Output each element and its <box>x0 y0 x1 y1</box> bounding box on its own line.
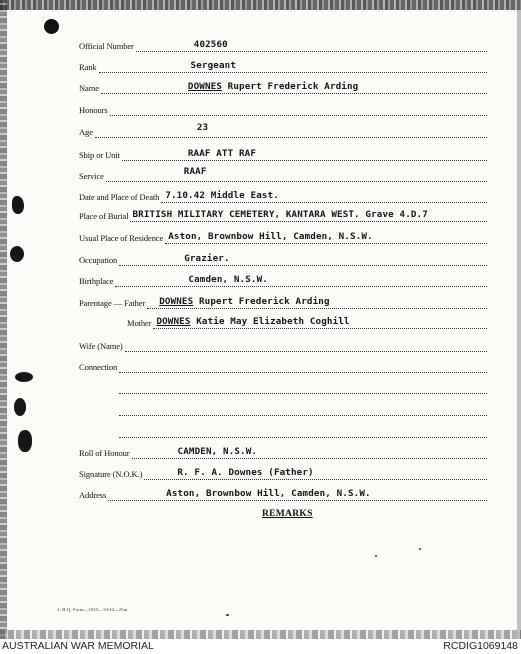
field-official-number <box>79 36 487 52</box>
field-connection <box>79 357 487 373</box>
surname: DOWNES <box>187 81 222 92</box>
field-label: Usual Place of Residence <box>79 233 164 243</box>
field-wife-name <box>79 336 487 352</box>
speck <box>375 555 377 557</box>
binder-mark <box>18 430 32 452</box>
scan-edge-right <box>517 0 521 640</box>
field-value: Aston, Brownbow Hill, Camden, N.S.W. <box>168 231 373 242</box>
field-value: RAAF ATT RAF <box>187 148 257 159</box>
field-value: BRITISH MILITARY CEMETERY, KANTARA WEST. Grave 4.D.7 <box>132 209 428 220</box>
speck <box>226 614 229 616</box>
scan-edge-bottom <box>0 630 521 639</box>
field-age <box>79 122 487 138</box>
given-names: Rupert Frederick Arding <box>222 81 359 92</box>
footer-bar <box>0 639 521 654</box>
surname: DOWNES <box>156 316 191 327</box>
field-label: Honours <box>79 105 108 115</box>
field-occupation <box>79 250 487 266</box>
field-label: Roll of Honour <box>79 448 130 458</box>
field-label: Service <box>79 171 104 181</box>
binder-mark <box>10 246 24 262</box>
speck <box>419 548 421 550</box>
field-value: Camden, N.S.W. <box>188 274 268 285</box>
field-label: Rank <box>79 62 97 72</box>
binder-mark <box>12 196 24 214</box>
field-address <box>79 485 487 501</box>
footer-credit: AUSTRALIAN WAR MEMORIAL <box>2 640 154 652</box>
field-label: Ship or Unit <box>79 150 120 160</box>
binder-mark <box>15 372 33 382</box>
field-value: 23 <box>196 122 209 133</box>
punch-hole <box>44 19 59 34</box>
field-label: Age <box>79 127 93 137</box>
field-label: Address <box>79 490 107 500</box>
field-name <box>79 78 487 94</box>
field-rank <box>79 57 487 73</box>
field-label: Place of Burial <box>79 211 129 221</box>
binder-mark <box>14 398 26 416</box>
remarks-heading: REMARKS <box>262 509 313 519</box>
field-value: 7.10.42 Middle East. <box>165 190 279 201</box>
field-mother <box>127 313 487 329</box>
field-label: Parentage — Father <box>79 298 146 308</box>
field-value: Grazier. <box>184 253 230 264</box>
field-label: Occupation <box>79 255 118 265</box>
given-names: Katie May Elizabeth Coghill <box>190 316 350 327</box>
field-value: 402560 <box>193 39 228 50</box>
field-value <box>156 316 349 327</box>
field-parentage-father <box>79 293 487 309</box>
scan-edge-top <box>0 0 521 10</box>
blank-line <box>119 422 487 438</box>
field-date-place-death <box>79 187 487 203</box>
surname: DOWNES <box>159 296 194 307</box>
blank-line <box>119 400 487 416</box>
field-birthplace <box>79 271 487 287</box>
field-value <box>159 296 329 307</box>
footer-record-id: RCDIG1069148 <box>443 640 518 652</box>
field-value: Sergeant <box>190 60 236 71</box>
field-label: Connection <box>79 362 118 372</box>
field-value: CAMDEN, N.S.W. <box>177 446 258 457</box>
field-value: RAAF <box>183 166 207 177</box>
field-signature-nok <box>79 464 487 480</box>
scan-edge-left <box>0 0 7 640</box>
field-label: Mother <box>127 318 152 328</box>
field-service <box>79 166 487 182</box>
field-ship-or-unit <box>79 145 487 161</box>
field-usual-residence <box>79 228 487 244</box>
blank-line <box>119 378 487 394</box>
field-honours <box>79 100 487 116</box>
field-label: Official Number <box>79 41 134 51</box>
field-place-of-burial <box>79 206 487 222</box>
field-roll-of-honour <box>79 443 487 459</box>
field-label: Wife (Name) <box>79 341 123 351</box>
field-label: Name <box>79 83 99 93</box>
field-value: R. F. A. Downes (Father) <box>177 467 314 478</box>
given-names: Rupert Frederick Arding <box>193 296 330 307</box>
field-value: Aston, Brownbow Hill, Camden, N.S.W. <box>166 488 371 499</box>
field-label: Date and Place of Death <box>79 192 160 202</box>
field-label: Birthplace <box>79 276 114 286</box>
field-value <box>188 81 358 92</box>
field-label: Signature (N.O.K.) <box>79 469 143 479</box>
form-code: L.H.Q. Form—1035—10/44—25m. <box>58 607 129 612</box>
